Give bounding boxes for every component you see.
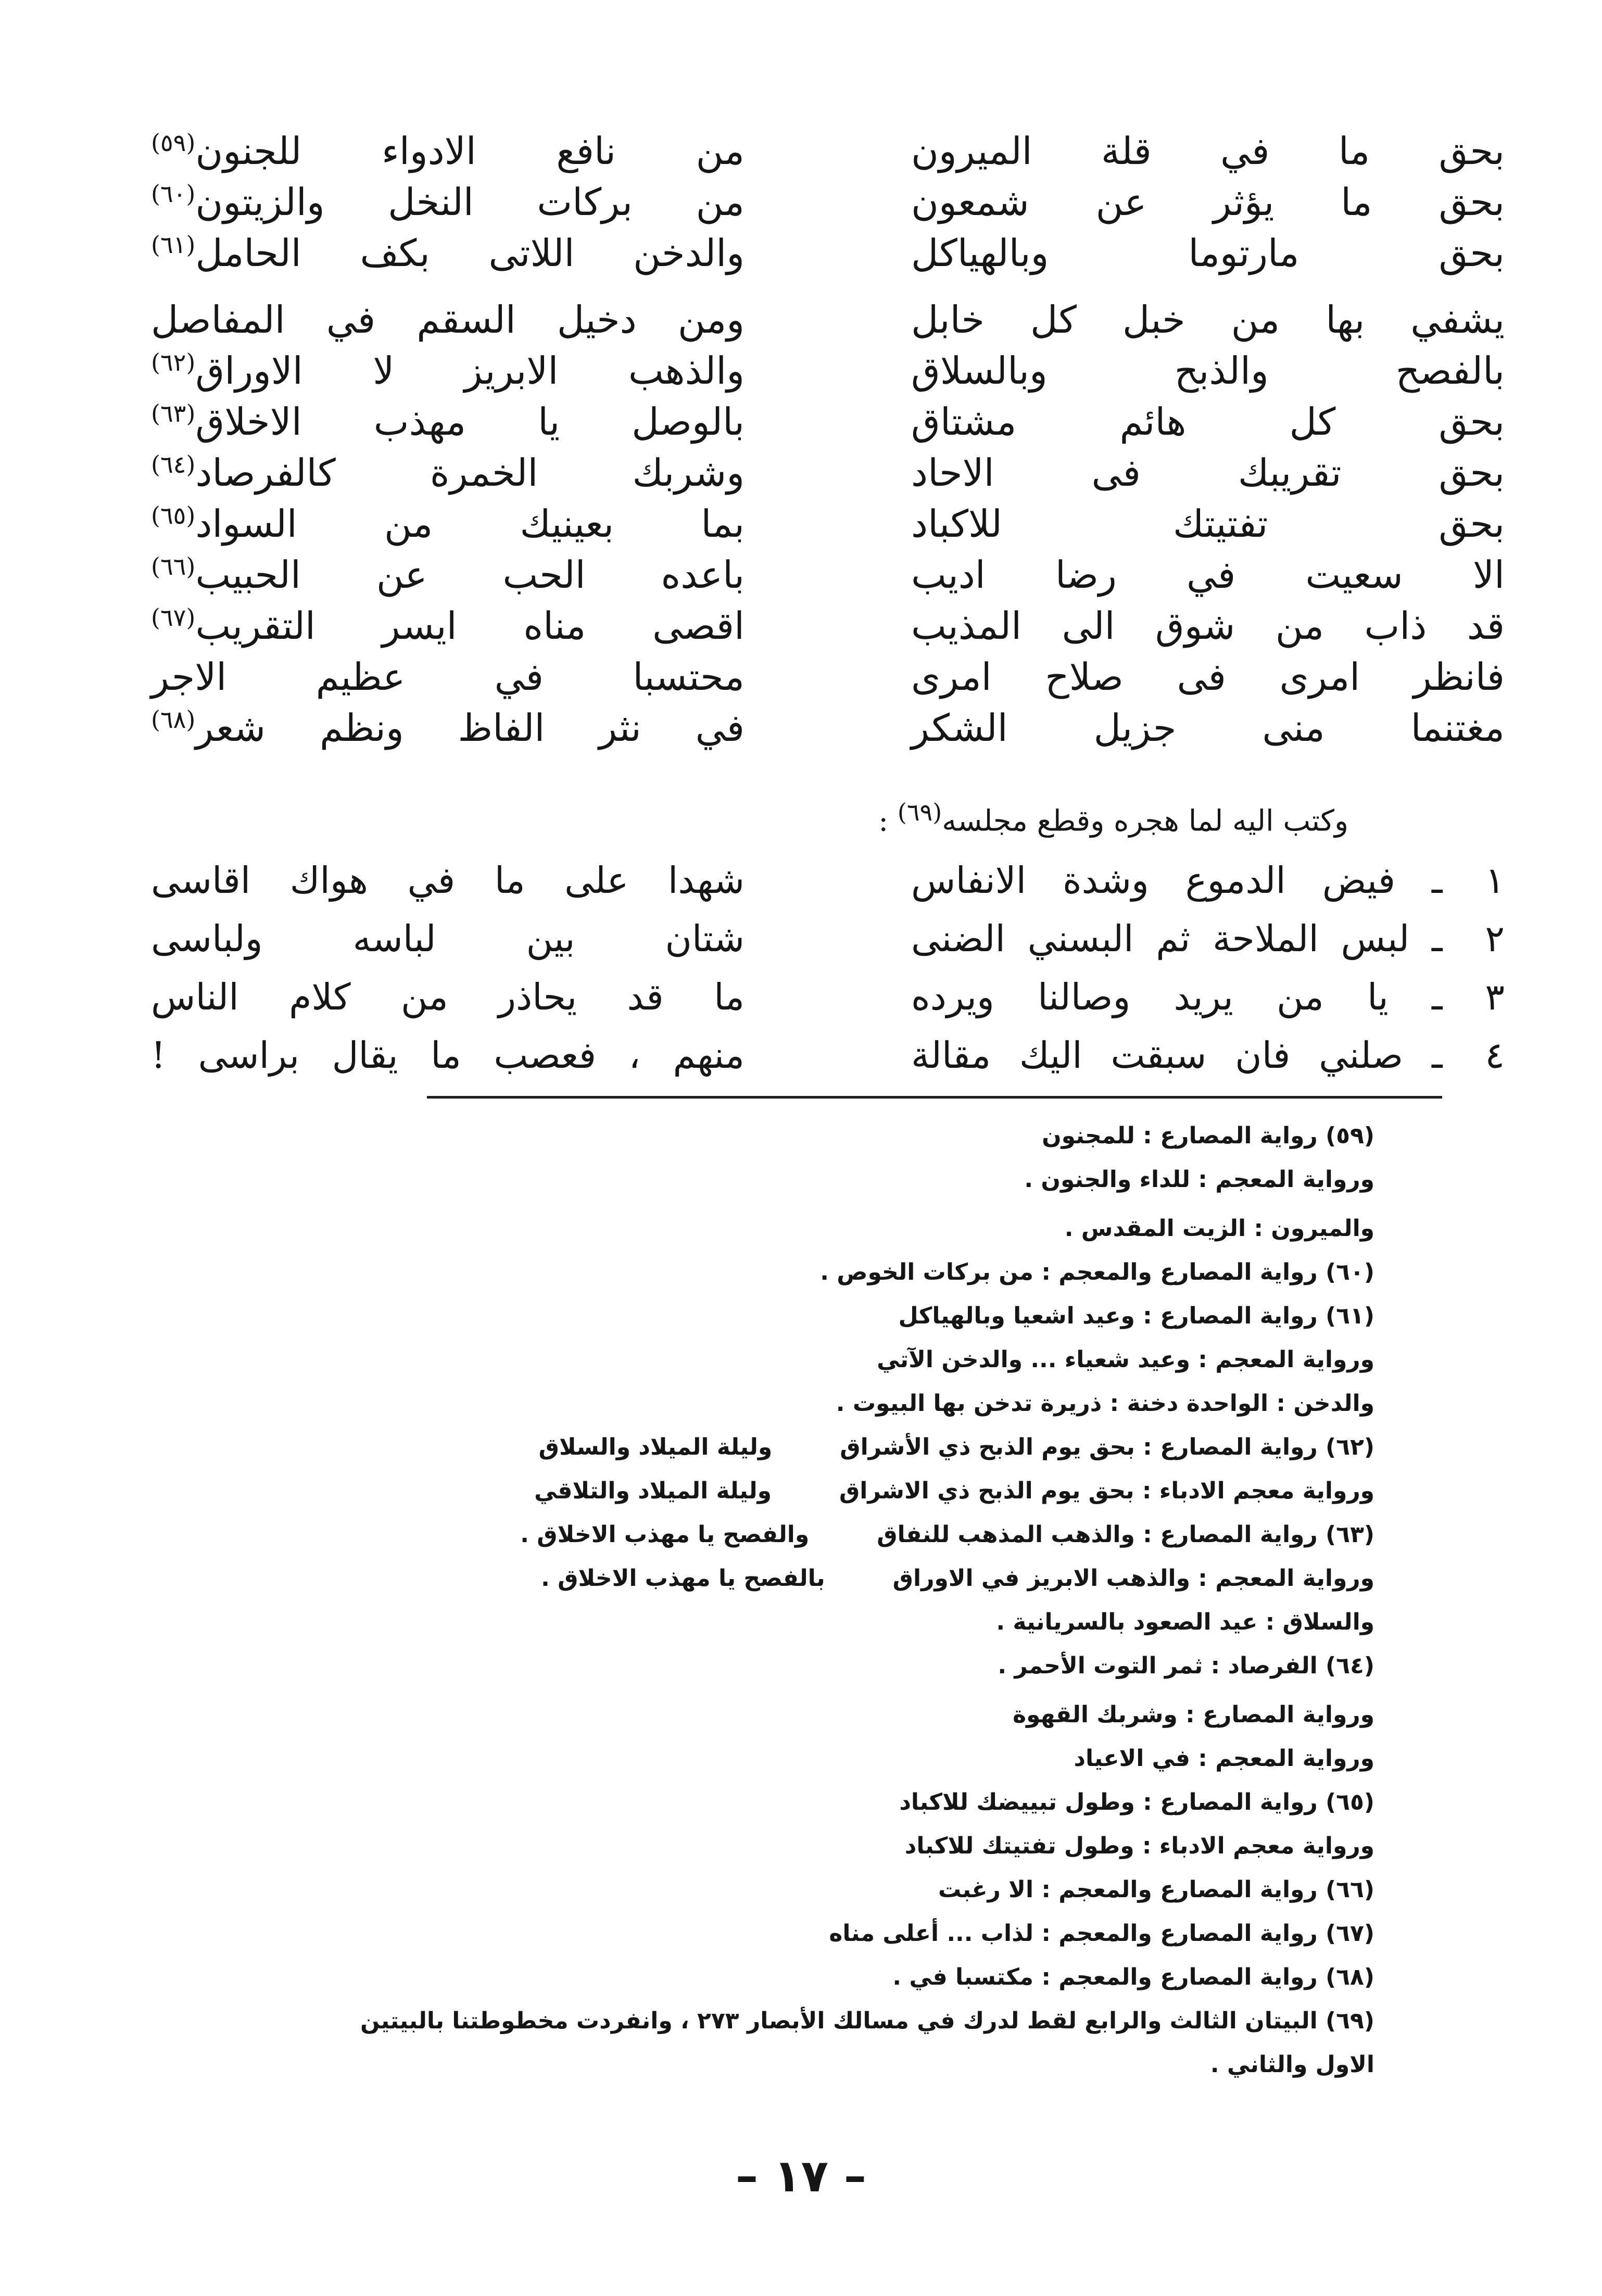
footnote-line [104, 1868, 1374, 1912]
verse-first-hemistich [911, 910, 1505, 968]
footnote-text: (٦٥) رواية المصارع : وطول تبييضك للاكباد [899, 1789, 1374, 1815]
footnote-line [104, 2043, 1374, 2087]
verse-line [151, 851, 1505, 910]
footnote-text: (٦٣) رواية المصارع : والذهب المذهب للنفاق [877, 1521, 1374, 1548]
verse-first-hemistich: بحق ما يؤثر عن شمعون [911, 180, 1505, 224]
footnote-text: (٦٨) رواية المصارع والمعجم : مكتسبا في . [892, 1964, 1374, 1990]
footnote-marker: (٦٥) [151, 501, 196, 529]
footnote-marker: (٦٩) [897, 798, 942, 826]
footnote-line [104, 1294, 1374, 1338]
verse-first-hemistich: بحق كل هائم مشتاق [911, 400, 1505, 444]
footnote-text: (٦٠) رواية المصارع والمعجم : من بركات الخوص . [820, 1259, 1374, 1285]
footnote-text: (٦٩) البيتان الثالث والرابع لقط لدرك في مسالك الأبصار ٢٧٣ ، وانفردت مخطوطتنا بالبيتين [360, 2008, 1374, 2034]
footnote-text: (٦٢) رواية المصارع : بحق يوم الذبح ذي الأشراق [840, 1434, 1374, 1460]
hemistich-text: والذهب الابريز لا الاوراق [195, 349, 745, 393]
footnote-line [104, 1557, 1374, 1600]
intro-colon: : [878, 804, 898, 838]
hemistich-text: من بركات النخل والزيتون [195, 180, 745, 224]
footnote-marker: (٥٩) [151, 129, 196, 157]
poem-block-2 [151, 851, 1505, 1084]
verse-second-hemistich [151, 117, 745, 176]
verse-first-hemistich: بحق تقريبك فى الاحاد [911, 451, 1505, 495]
footnotes [104, 1114, 1374, 2087]
hemistich-text: فيض الدموع وشدة الانفاس [911, 859, 1396, 902]
footnote-text: (٦٧) رواية المصارع والمعجم : لذاب ... أعلى مناه [829, 1920, 1374, 1947]
verse-second-hemistich [151, 439, 745, 498]
verse-first-hemistich [911, 968, 1505, 1026]
hemistich-text: محتسبا في عظيم الاجر [151, 655, 745, 699]
verse-first-hemistich: بحق ما في قلة الميرون [911, 129, 1505, 173]
verse-number: ١ ـ [1432, 859, 1505, 902]
footnote-text: ورواية المعجم : للداء والجنون . [1024, 1166, 1374, 1193]
footnote-text: ورواية معجم الادباء : وطول تفتيتك للاكباد [904, 1833, 1374, 1859]
footnote-line [104, 1693, 1374, 1737]
poem-intro-line [625, 791, 1348, 842]
verse-second-hemistich [151, 643, 745, 702]
verse-second-hemistich: ما قد يحاذر من كلام الناس [151, 976, 745, 1018]
footnote-line [104, 1644, 1374, 1688]
hemistich-text: والدخن اللاتى بكف الحامل [195, 231, 745, 275]
hemistich-text: ومن دخيل السقم في المفاصل [151, 298, 745, 342]
verse-line [151, 1026, 1505, 1084]
verse-line [151, 117, 1505, 173]
verse-second-hemistich: شهدا على ما في هواك اقاسى [151, 859, 745, 902]
intro-text: وكتب اليه لما هجره وقطع مجلسه [942, 804, 1348, 838]
verse-first-hemistich: بحق مارتوما وبالهياكل [911, 231, 1505, 275]
footnote-line [104, 1338, 1374, 1382]
verse-second-hemistich [151, 286, 745, 345]
verse-second-hemistich: شتان بين لباسه ولباسى [151, 917, 745, 960]
footnote-line [104, 1207, 1374, 1251]
verse-second-hemistich [151, 168, 745, 228]
footnote-text: الاول والثاني . [1210, 2051, 1374, 2078]
footnote-line [104, 1781, 1374, 1824]
verse-first-hemistich: يشفي بها من خبل كل خابل [911, 298, 1505, 342]
footnote-variant: وليلة الميلاد والتلاقي [534, 1478, 772, 1504]
footnote-line [104, 1158, 1374, 1202]
footnote-marker: (٦٨) [151, 705, 196, 734]
footnote-line [104, 1382, 1374, 1425]
footnote-marker: (٦١) [151, 231, 196, 259]
verse-number: ٢ ـ [1432, 917, 1505, 960]
footnote-text: والدخن : الواحدة دخنة : ذريرة تدخن بها البيوت . [836, 1390, 1374, 1417]
footnote-variant: وليلة الميلاد والسلاق [538, 1434, 773, 1460]
hemistich-text: وشربك الخمرة كالفرصاد [195, 451, 745, 495]
verse-first-hemistich: الا سعيت في رضا اديب [911, 553, 1505, 597]
verse-second-hemistich [151, 541, 745, 600]
hemistich-text: بما بعينيك من السواد [195, 502, 745, 546]
hemistich-text: صلني فان سبقت اليك مقالة [911, 1034, 1404, 1077]
footnote-text: ورواية المعجم : وعيد شعياء ... والدخن الآتي [877, 1346, 1374, 1373]
footnote-marker: (٦٣) [151, 399, 196, 427]
verse-second-hemistich [151, 388, 745, 447]
footnote-line [104, 1425, 1374, 1469]
verse-first-hemistich: قد ذاب من شوق الى المذيب [911, 604, 1505, 648]
footnote-line [104, 1956, 1374, 1999]
footnote-text: (٦٦) رواية المصارع والمعجم : الا رغبت [938, 1876, 1374, 1903]
verse-second-hemistich [151, 592, 745, 651]
verse-number: ٤ ـ [1432, 1034, 1505, 1077]
footnote-marker: (٦٦) [151, 552, 196, 581]
footnote-marker: (٦٧) [151, 603, 196, 632]
poem-block-1 [151, 117, 1505, 750]
verse-second-hemistich [151, 337, 745, 396]
verse-line [151, 286, 1505, 342]
verse-second-hemistich [151, 219, 745, 279]
hemistich-text: اقصى مناه ايسر التقريب [195, 604, 745, 648]
verse-number: ٣ ـ [1432, 976, 1505, 1018]
hemistich-text: باعده الحب عن الحبيب [195, 553, 745, 597]
verse-first-hemistich: مغتنما منى جزيل الشكر [911, 706, 1505, 750]
footnote-line [104, 1737, 1374, 1781]
verse-first-hemistich [911, 851, 1505, 910]
footnote-text: ورواية المعجم : والذهب الابريز في الاوراق [892, 1565, 1374, 1592]
footnote-line [104, 1600, 1374, 1644]
footnote-text: والسلاق : عيد الصعود بالسريانية . [996, 1609, 1374, 1635]
verse-line [151, 910, 1505, 968]
hemistich-text: لبس الملاحة ثم البسني الضنى [911, 917, 1410, 960]
footnote-line [104, 1824, 1374, 1868]
verse-first-hemistich: بالفصح والذبح وبالسلاق [911, 349, 1505, 393]
hemistich-text: من نافع الادواء للجنون [195, 129, 745, 173]
verse-first-hemistich [911, 1026, 1505, 1084]
verse-first-hemistich: بحق تفتيتك للاكباد [911, 502, 1505, 546]
footnote-text: (٦١) رواية المصارع : وعيد اشعيا وبالهياكل [898, 1303, 1374, 1329]
footnote-line [104, 1114, 1374, 1158]
footnote-line [104, 1469, 1374, 1513]
verse-second-hemistich: منهم ، فعصب ما يقال براسى ! [151, 1034, 745, 1077]
footnote-text: ورواية المعجم : في الاعياد [1074, 1745, 1374, 1772]
footnote-line [104, 1251, 1374, 1294]
verse-line [151, 968, 1505, 1026]
hemistich-text: في نثر الفاظ ونظم شعر [195, 706, 745, 750]
footnote-marker: (٦٢) [151, 348, 196, 376]
page-number: – ١٧ – [736, 2150, 866, 2202]
verse-second-hemistich [151, 490, 745, 549]
verse-first-hemistich: فانظر امرى فى صلاح امرى [911, 655, 1505, 699]
footnote-line [104, 1912, 1374, 1956]
footnote-line [104, 1999, 1374, 2043]
footnote-marker: (٦٠) [151, 180, 196, 208]
footnote-marker: (٦٤) [151, 450, 196, 478]
footnote-separator-rule [427, 1096, 1442, 1099]
hemistich-text: بالوصل يا مهذب الاخلاق [195, 400, 745, 444]
footnote-variant: بالفصح يا مهذب الاخلاق . [541, 1565, 825, 1592]
footnote-line [104, 1513, 1374, 1557]
footnote-text: ورواية معجم الادباء : بحق يوم الذبح ذي الاشراق [839, 1478, 1374, 1504]
footnote-text: ورواية المصارع : وشربك القهوة [1013, 1701, 1374, 1728]
footnote-text: (٥٩) رواية المصارع : للمجنون [1042, 1122, 1374, 1149]
footnote-variant: والفصح يا مهذب الاخلاق . [520, 1521, 810, 1548]
hemistich-text: يا من يريد وصالنا ويرده [911, 976, 1389, 1018]
footnote-text: (٦٤) الفرصاد : ثمر التوت الأحمر . [998, 1652, 1374, 1679]
footnote-text: والميرون : الزيت المقدس . [1064, 1215, 1374, 1242]
verse-second-hemistich [151, 694, 745, 753]
